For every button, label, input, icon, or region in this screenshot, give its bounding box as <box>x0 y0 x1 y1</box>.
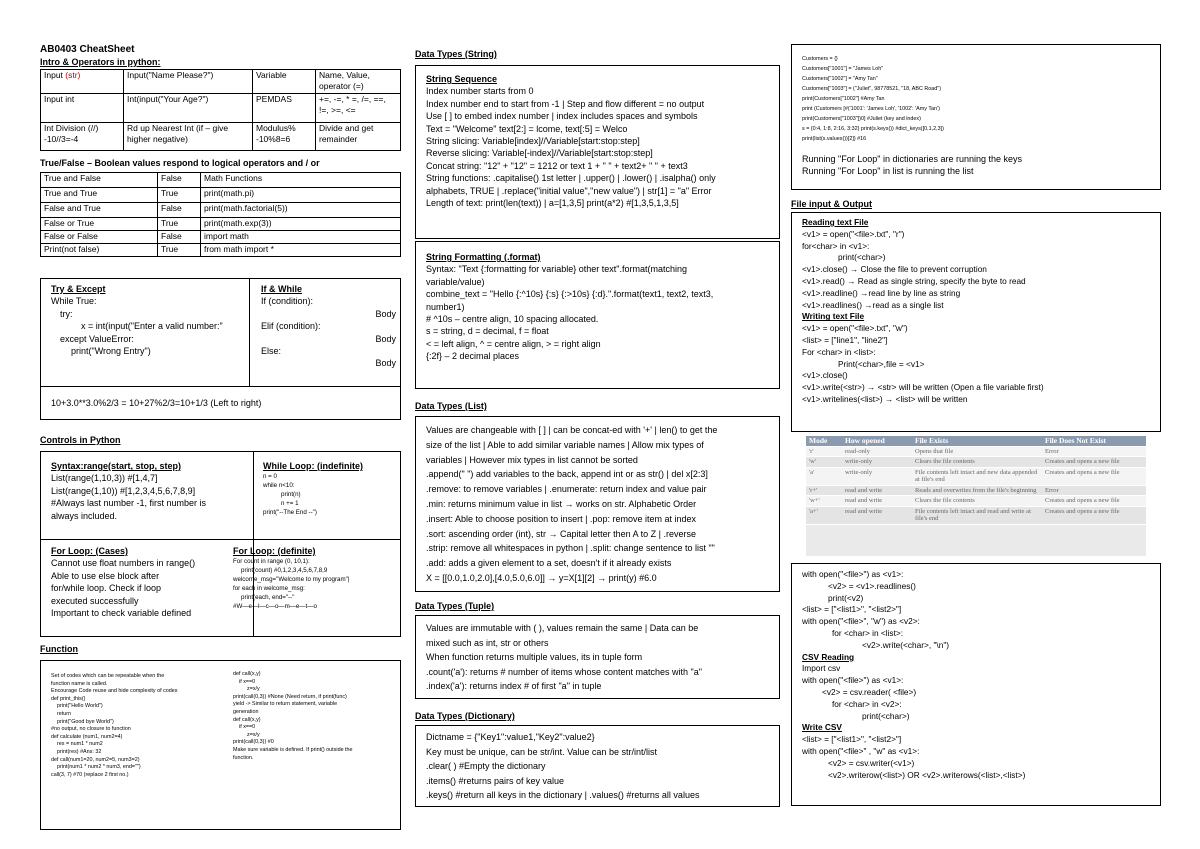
table-row <box>41 94 401 123</box>
table-cell: Print(not false) <box>41 244 158 257</box>
table-cell: File contents left intact and new data appended at file's end <box>912 467 1042 485</box>
csv-reading-heading: CSV Reading <box>802 651 855 662</box>
code-line: print(Customers["1002"] #Amy Tan <box>802 96 885 102</box>
table-cell: write-only <box>842 457 912 468</box>
text-line: {:2f} – 2 decimal places <box>426 351 520 362</box>
code-line: <v1>.readlines() →read as a single list <box>802 299 944 310</box>
code-line: If (condition): <box>261 296 314 307</box>
table-cell: Clears the file contents <box>912 496 1042 507</box>
code-line: <v1> = open("<file>.txt", "w") <box>802 323 908 334</box>
code-line: print("--The End --") <box>263 509 317 517</box>
csv-write-heading: Write CSV <box>802 722 842 733</box>
code-line: print(num1 * num2 * num3, end="") <box>57 764 141 771</box>
if-while-heading: If & While <box>261 284 302 294</box>
text-line: .sort: ascending order (int), str → Capital letter then A to Z | .reverse <box>426 528 696 539</box>
table-cell: Opens that file <box>912 446 1042 457</box>
table-row <box>41 244 401 257</box>
code-line: List(range(1,10)) #[1,2,3,4,5,6,7,8,9] <box>51 485 196 496</box>
code-line: call(3, 7) #70 (replace 2 first no.) <box>51 771 129 778</box>
text-line: .index('a'): returns index # of first "a" in tuple <box>426 681 602 692</box>
table-cell: +=, -=, * =, /=, ==, !=, >=, <= <box>316 94 401 123</box>
tuple-heading: Data Types (Tuple) <box>415 601 495 611</box>
code-line: <list> = ["<list1>", "<list2>"] <box>802 734 902 745</box>
file-modes-table <box>806 436 1146 556</box>
table-cell: False <box>158 173 201 188</box>
code-line: print(call(0,3)) #None (Need return, if print(func) <box>233 693 347 700</box>
text-line: Important to check variable defined <box>51 608 192 619</box>
table-row <box>806 457 1146 468</box>
code-line: for <char> in <list>: <box>832 627 904 638</box>
for-definite-heading: For Loop: (definite) <box>233 546 316 556</box>
text-line: X = [[0.0,1.0,2.0],[4.0,5.0,6.0]] → y=X[1][2] → print(y) #6.0 <box>426 572 657 583</box>
code-line: Body <box>375 308 396 319</box>
code-line: Body <box>375 358 396 369</box>
code-line: s = {0:4, 1:8, 2:16, 3:32} print(s.keys()) #dict_keys([0,1,2,3]) <box>802 126 944 132</box>
code-line: x = int(input("Enter a valid number:" <box>81 321 223 332</box>
code-line: z=x/y <box>247 731 260 738</box>
code-line: print(n) <box>281 491 301 499</box>
text-line: Encourage Code reuse and hide complexity of codes <box>51 688 178 695</box>
table-cell: True and True <box>41 188 158 203</box>
table-cell: Input int <box>41 94 124 123</box>
text-line: s = string, d = decimal, f = float <box>426 326 549 337</box>
table-header-cell: Mode <box>806 436 842 446</box>
code-line: print(count) #0,1,2,3,4,5,6,7,8,9 <box>241 567 328 575</box>
list-box <box>415 416 780 592</box>
table-row <box>806 506 1146 524</box>
code-line: while n<10: <box>263 482 295 490</box>
table-row <box>806 496 1146 507</box>
table-cell: write-only <box>842 467 912 485</box>
table-row <box>41 70 401 94</box>
table-cell: print(math.exp(3)) <box>201 218 401 231</box>
table-cell: 'w+' <box>806 496 842 507</box>
code-line: <v2>.writerow(<list>) OR <v2>.writerows(<list>,<list>) <box>828 769 1026 780</box>
text-line: Values are changeable with [ ] | can be concat-ed with '+' | len() to get the <box>426 425 718 435</box>
text-line: .items() #returns pairs of key value <box>426 775 565 786</box>
code-line: for each in welcome_msg: <box>233 585 305 593</box>
code-line: <v1>.write(<str>) → <str> will be written (Open a file variable first) <box>802 382 1044 393</box>
code-line: for<char> in <v1>: <box>802 240 870 251</box>
code-line: print (Customers [#('1001': 'James Loh', '1002': 'Amy Tan') <box>802 106 940 112</box>
text-line: Text = "Welcome" text[2:] = lcome, text[:5] = Welco <box>426 123 628 134</box>
text-line: variables | However mix types in list cannot be sorted <box>426 454 638 465</box>
text-line: .insert: Able to choose position to insert | .pop: remove item at index <box>426 513 696 524</box>
code-line: with open("<file>") as <v1>: <box>802 569 904 579</box>
code-line: For <char> in <list>: <box>802 346 876 357</box>
table-row <box>806 485 1146 496</box>
table-cell: Input <box>44 70 66 80</box>
table-cell: 'w' <box>806 457 842 468</box>
string-heading: Data Types (String) <box>415 49 497 59</box>
code-line: print("Good bye World") <box>57 718 114 725</box>
table-cell: True and False <box>41 173 158 188</box>
code-line: #W—e—l—c—o—m—e—t—o <box>233 603 317 611</box>
table-cell: True <box>158 188 201 203</box>
code-line: <v1>.read() → Read as single string, specify the byte to read <box>802 275 1026 286</box>
text-line: .strip: remove all whitespaces in python | .split: change sentence to list "" <box>426 543 715 554</box>
code-line: print(res) #Ans: 32 <box>57 748 102 755</box>
table-cell: print(math.pi) <box>201 188 401 203</box>
code-line: List(range(1,10,3)) #[1,4,7] <box>51 473 158 484</box>
code-line: n = 0 <box>263 473 277 481</box>
code-line: generation <box>233 708 259 715</box>
code-line: <v2>.write(<char>, "\n") <box>862 639 950 650</box>
table-header-cell: How opened <box>842 436 912 446</box>
bool-heading: True/False – Boolean values respond to logical operators and / or <box>40 158 320 168</box>
code-line: <v2> = csv.reader( <file>) <box>822 686 917 697</box>
file-io-box <box>791 212 1161 432</box>
code-line: Customers = {} <box>802 56 838 62</box>
table-cell: True <box>158 244 201 257</box>
code-line: with open("<file>" , "w" as <v1>: <box>802 745 920 756</box>
text-line: Running "For Loop" in dictionaries are running the keys <box>802 154 1023 164</box>
table-cell: Error <box>1042 446 1146 457</box>
code-line: print(call(0,3)) #0 <box>233 739 274 746</box>
text-line: executed successfully <box>51 595 139 606</box>
reading-heading: Reading text File <box>802 217 869 227</box>
table-cell: read-only <box>842 446 912 457</box>
table-cell: False or True <box>41 218 158 231</box>
code-line: welcome_msg="Welcome to my program"| <box>233 576 350 584</box>
table-cell: read and write <box>842 485 912 496</box>
code-line: <v1>.close() → Close the file to prevent corruption <box>802 264 987 275</box>
code-line: print("Wrong Entry") <box>71 346 151 357</box>
table-cell: Math Functions <box>201 173 401 188</box>
code-line: <v1> = open("<file>.txt", "r") <box>802 228 905 239</box>
string-box <box>415 65 780 239</box>
code-line: def calculate (num1, num2=4) <box>51 733 123 740</box>
table-cell: 'a' <box>806 467 842 485</box>
code-line: <list> = ["line1", "line2"] <box>802 334 888 345</box>
code-line: #no output, no closure to function <box>51 726 131 733</box>
code-line: Customers["1002"] = "Amy Tan" <box>802 76 878 82</box>
table-cell: PEMDAS <box>253 94 316 123</box>
table-cell: Reads and overwrites from the file's beginning <box>912 485 1042 496</box>
text-line: .min: returns minimum value in list → works on str. Alphabetic Order <box>426 498 697 509</box>
code-line: #Always last number -1, first number is <box>51 498 207 509</box>
text-line: Length of text: print(len(text)) | a=[1,3,5] print(a*2) #[1,3,5,1,3,5] <box>426 198 679 209</box>
with-open-box <box>791 563 1161 806</box>
text-line: variable/value) <box>426 276 485 287</box>
text-line: When function returns multiple values, its in tuple form <box>426 652 643 663</box>
controls-heading: Controls in Python <box>40 435 121 445</box>
table-cell: 'r' <box>806 446 842 457</box>
table-cell: True <box>158 218 201 231</box>
text-line: alphabets, TRUE | .replace("initial value","new value") | str[1] = "a" Error <box>426 185 712 196</box>
file-io-heading: File input & Output <box>791 199 872 209</box>
table-cell: Variable <box>253 70 316 94</box>
code-line: Customers["1003"] = ("Juliet", 98778521, "18, ABC Road") <box>802 86 941 92</box>
string-sequence-heading: String Sequence <box>426 74 498 84</box>
table-row <box>41 218 401 231</box>
intro-heading: Intro & Operators in python: <box>40 57 161 67</box>
page-title: AB0403 CheatSheet <box>40 44 135 55</box>
text-line: Cannot use float numbers in range() <box>51 558 196 569</box>
dict-box <box>415 725 780 807</box>
list-heading: Data Types (List) <box>415 401 487 411</box>
text-line: Syntax: "Text {:formatting for variable} other text".format(matching <box>426 264 688 275</box>
table-cell: read and write <box>842 506 912 524</box>
text-line: Make sure variable is defined. If print() outside the <box>233 746 353 753</box>
range-heading: Syntax:range(start, stop, step) <box>51 461 182 471</box>
table-row <box>41 123 401 151</box>
text-line: < = left align, ^ = centre align, > = right align <box>426 338 601 349</box>
table-cell: Int Division (//) -10//3=-4 <box>41 123 124 151</box>
text-line: Key must be unique, can be str/int. Value can be str/int/list <box>426 746 657 757</box>
function-heading: Function <box>40 644 78 654</box>
text-line: Set of codes which can be repeatable when the <box>51 673 165 679</box>
code-line: with open("<file>", "w") as <v2>: <box>802 616 920 627</box>
text-line: Concat string: "12" + "12" = 1212 or text 1 + " " + text2+ " " + text3 <box>426 160 688 171</box>
table-cell: print(math.factorial(5)) <box>201 203 401 218</box>
function-box <box>40 660 401 830</box>
code-line: yield -> Similar to return statement, variable <box>233 701 338 708</box>
table-cell: False <box>158 203 201 218</box>
table-cell: Modulus% -10%8=6 <box>253 123 316 151</box>
string-format-heading: String Formatting (.format) <box>426 252 541 262</box>
code-line: For count in range (0, 10,1): <box>233 558 310 566</box>
text-line: function name is called. <box>51 680 108 687</box>
code-line: <v2> = <v1>.readlines() <box>828 580 916 591</box>
while-loop-heading: While Loop: (indefinite) <box>263 461 363 471</box>
text-line: Index number end to start from -1 | Step and flow different = no output <box>426 98 705 109</box>
text-line: Dictname = {"Key1":value1,"Key2":value2} <box>426 732 595 742</box>
table-header-cell: File Exists <box>912 436 1042 446</box>
code-line: <v2> = csv.writer(<v1>) <box>828 757 915 768</box>
code-line: try: <box>60 308 73 319</box>
writing-heading: Writing text File <box>802 311 865 322</box>
text-line: .remove: to remove variables | .enumerate: return index and value pair <box>426 484 707 495</box>
table-row <box>806 467 1146 485</box>
code-line: print(Customers["1003"])0] #Juliet (key and index) <box>802 116 921 122</box>
code-line: <v1>.writelines(<list>) → <list> will be written <box>802 393 968 404</box>
code-line: always included. <box>51 510 118 521</box>
try-except-heading: Try & Except <box>51 284 106 294</box>
text-line: .clear( ) #Empty the dictionary <box>426 761 546 772</box>
code-line: print(each, end="--" <box>241 594 295 602</box>
table-cell: Creates and opens a new file <box>1042 496 1146 507</box>
text-line: Use [ ] to embed index number | index includes spaces and symbols <box>426 111 698 122</box>
table-row <box>41 203 401 218</box>
table-cell: from math import * <box>201 244 401 257</box>
table-cell: Creates and opens a new file <box>1042 506 1146 524</box>
code-line: <list> = ["<list1>", "<list2>"] <box>802 604 902 615</box>
for-cases-heading: For Loop: (Cases) <box>51 546 129 556</box>
text-line: Able to use else block after <box>51 570 160 581</box>
customers-box <box>791 44 1161 190</box>
table-cell: False <box>158 231 201 244</box>
code-line: Print(<char>,file = <v1> <box>838 358 925 369</box>
table-cell: File contents left intact and read and write at file's end <box>912 506 1042 524</box>
code-line: print(<char>) <box>838 252 886 263</box>
code-line: <v1>.close() <box>802 370 848 381</box>
table-cell-highlight: (str) <box>65 70 81 80</box>
code-line: z=x/y <box>247 686 260 693</box>
table-cell: False or False <box>41 231 158 244</box>
dict-heading: Data Types (Dictionary) <box>415 711 515 721</box>
table-row <box>41 173 401 188</box>
intro-table <box>40 69 401 151</box>
code-line: def call(x,y) <box>233 716 261 723</box>
code-line: Elif (condition): <box>261 321 321 332</box>
code-line: print(list(s.values())[2]) #16 <box>802 136 867 142</box>
code-line: Customers["1001"] = "James Loh" <box>802 66 884 72</box>
code-line: return <box>57 710 72 717</box>
table-cell: Creates and opens a new file <box>1042 457 1146 468</box>
table-cell: import math <box>201 231 401 244</box>
code-line: if x==0 <box>239 724 256 731</box>
table-header-cell: File Does Not Exist <box>1042 436 1146 446</box>
table-cell: Input("Name Please?") <box>124 70 253 94</box>
text-line: combine_text = "Hello {:^10s} {:s} {:>10s} {:d}.".format(text1, text2, text3, <box>426 289 714 300</box>
text-line: .append(" ") add variables to the back, append int or as str() | del x[2:3] <box>426 469 708 480</box>
table-cell: Error <box>1042 485 1146 496</box>
table-cell: Divide and get remainder <box>316 123 401 151</box>
code-line: def call(num1=20, num2=5, num3=2) <box>51 756 140 763</box>
text-line: mixed such as int, str or others <box>426 637 549 648</box>
table-row <box>41 231 401 244</box>
code-line: print("Hello World") <box>57 703 103 710</box>
try-except-box <box>40 278 401 420</box>
code-line: While True: <box>51 296 97 307</box>
code-line: print(<v2) <box>828 592 864 603</box>
text-line: Running "For Loop" in list is running the list <box>802 166 974 177</box>
text-line: number1) <box>426 301 465 312</box>
code-line: Else: <box>261 346 282 357</box>
table-cell: Rd up Nearest Int (if – give higher negative) <box>124 123 253 151</box>
text-line: String slicing: Variable[index]//Variable[start:stop:step] <box>426 136 640 147</box>
table-cell: Name, Value, operator (=) <box>316 70 401 94</box>
bool-table <box>40 172 401 257</box>
text-line: Values are immutable with ( ), values remain the same | Data can be <box>426 623 699 633</box>
table-cell: Int(input("Your Age?") <box>124 94 253 123</box>
table-row <box>806 446 1146 457</box>
table-cell: read and write <box>842 496 912 507</box>
code-line: if x==0 <box>239 678 256 685</box>
precedence-example: 10+3.0**3.0%2/3 = 10+27%2/3=10+1/3 (Left to right) <box>51 398 262 408</box>
text-line: function. <box>233 754 254 761</box>
table-row <box>41 188 401 203</box>
code-line: except ValueError: <box>60 333 134 344</box>
text-line: String functions: .capitalise() 1st letter | .upper() | .lower() | .isalpha() only <box>426 173 716 184</box>
text-line: # ^10s – centre align, 10 spacing allocated. <box>426 314 599 325</box>
table-header-row <box>806 436 1146 446</box>
text-line: size of the list | Able to add similar variable names | Allow mix types of <box>426 439 704 450</box>
code-line: with open("<file>") as <v1>: <box>802 675 904 686</box>
code-line: Body <box>375 333 396 344</box>
code-line: <v1>.readline() →read line by line as string <box>802 287 961 298</box>
table-cell: 'a+' <box>806 506 842 524</box>
code-line: n += 1 <box>281 500 299 508</box>
text-line: .keys() #return all keys in the dictionary | .values() #returns all values <box>426 790 700 801</box>
code-line: for <char> in <v2>: <box>832 698 902 709</box>
text-line: Reverse slicing: Variable[-index]//Variable[start:stop:step] <box>426 148 653 159</box>
code-line: def call(x,y) <box>233 671 261 677</box>
table-cell: False and True <box>41 203 158 218</box>
table-cell: 'r+' <box>806 485 842 496</box>
controls-box <box>40 451 401 637</box>
table-cell: Creates and opens a new file <box>1042 467 1146 485</box>
tuple-box <box>415 615 780 699</box>
text-line: .count('a'): returns # number of items whose content matches with "a" <box>426 666 702 677</box>
text-line: for/while loop. Check if loop <box>51 583 162 594</box>
code-line: res = num1 * num2 <box>57 741 103 748</box>
code-line: print(<char>) <box>862 710 910 721</box>
text-line: Index number starts from 0 <box>426 86 534 97</box>
table-cell: Clears the file contents <box>912 457 1042 468</box>
string-format-box <box>415 241 780 389</box>
text-line: .add: adds a given element to a set, doesn't if it already exists <box>426 558 672 569</box>
code-line: def print_this() <box>51 695 86 702</box>
code-line: Import csv <box>802 663 841 674</box>
